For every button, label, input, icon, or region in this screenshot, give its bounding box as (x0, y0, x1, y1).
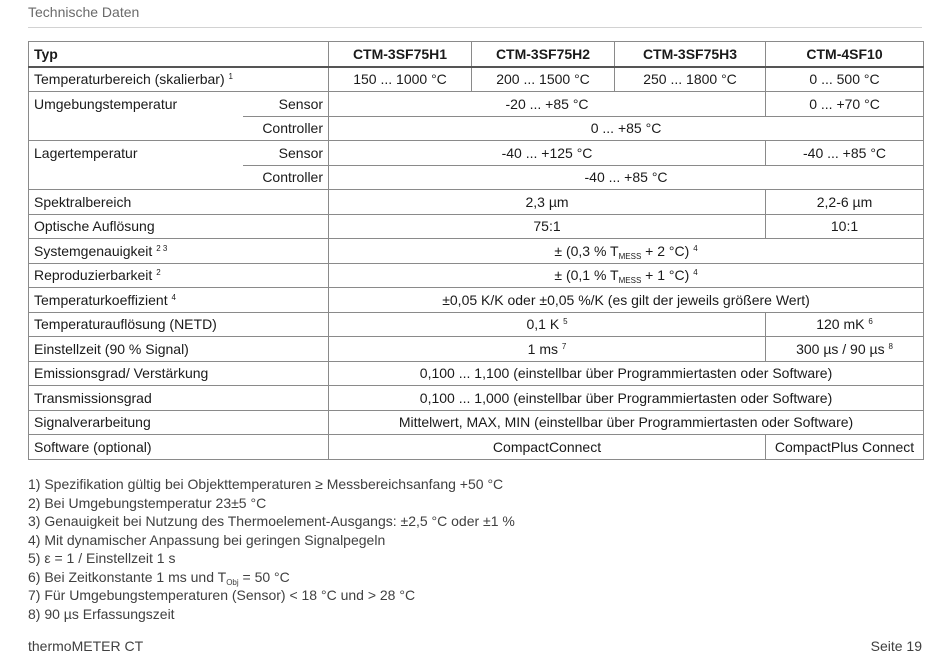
cell-temp-range-4sf10: 0 ... 500 °C (766, 67, 924, 92)
title-divider (28, 27, 922, 28)
table-row (29, 386, 924, 411)
row-label-netd: Temperaturauflösung (NETD) (29, 312, 329, 337)
row-label-tempco: Temperaturkoeffizient $^4$ (29, 288, 329, 313)
row-sublabel-storage-controller: Controller (243, 165, 329, 190)
cell-temp-range-h1: 150 ... 1000 °C (329, 67, 472, 92)
cell-netd-4sf10: 120 mK $^6$ (766, 312, 924, 337)
table-row (29, 67, 924, 92)
table-row (29, 337, 924, 362)
cell-ambient-sensor-4sf10: 0 ... +70 °C (766, 92, 924, 117)
footnotes (28, 475, 515, 623)
row-label-transmission: Transmissionsgrad (29, 386, 329, 411)
header-model-3: CTM-3SF75H3 (615, 42, 766, 67)
header-model-4: CTM-4SF10 (766, 42, 924, 67)
cell-spectral-h: 2,3 µm (329, 190, 766, 215)
footnote-5: 5) ε = 1 / Einstellzeit 1 s (28, 550, 176, 566)
cell-storage-sensor-h: -40 ... +125 °C (329, 141, 766, 166)
header-typ: Typ (29, 42, 329, 67)
cell-software-h: CompactConnect (329, 435, 766, 460)
table-row (29, 214, 924, 239)
table-row (29, 288, 924, 313)
header-model-2: CTM-3SF75H2 (472, 42, 615, 67)
table-row (29, 165, 924, 190)
row-label-accuracy: Systemgenauigkeit $^{2 3}$ (29, 239, 329, 264)
table-row (29, 92, 924, 117)
footnote-1: 1) Spezifikation gültig bei Objekttemperaturen ≥ Messbereichsanfang +50 °C (28, 476, 504, 492)
table-row (29, 141, 924, 166)
table-row (29, 116, 924, 141)
table-row (29, 263, 924, 288)
row-label-signal: Signalverarbeitung (29, 410, 329, 435)
row-label-spectral: Spektralbereich (29, 190, 329, 215)
table-row (29, 410, 924, 435)
cell-optical-4sf10: 10:1 (766, 214, 924, 239)
cell-repeatability: ± (0,1 % $T_{MESS} + 1$ °C) $^4$ (329, 263, 924, 288)
row-label-emissivity: Emissionsgrad/ Verstärkung (29, 361, 329, 386)
row-sublabel-ambient-controller: Controller (243, 116, 329, 141)
cell-emissivity: 0,100 ... 1,100 (einstellbar über Programmiertasten oder Software) (329, 361, 924, 386)
cell-storage-controller: -40 ... +85 °C (329, 165, 924, 190)
cell-software-4sf10: CompactPlus Connect (766, 435, 924, 460)
cell-response-h: 1 ms $^7$ (329, 337, 766, 362)
cell-accuracy: ± (0,3 % $T_{MESS} + 2$ °C) $^4$ (329, 239, 924, 264)
row-label-storage-cont (29, 165, 243, 190)
table-row (29, 435, 924, 460)
table-row (29, 190, 924, 215)
row-label-optical: Optische Auflösung (29, 214, 329, 239)
cell-netd-h: 0,1 K $^5$ (329, 312, 766, 337)
footnote-4: 4) Mit dynamischer Anpassung bei geringen Signalpegeln (28, 531, 386, 548)
cell-transmission: 0,100 ... 1,000 (einstellbar über Programmiertasten oder Software) (329, 386, 924, 411)
footnote-8: 8) 90 µs Erfassungszeit (28, 605, 175, 622)
row-label-ambient: Umgebungstemperatur (29, 92, 243, 117)
row-label-ambient-cont (29, 116, 243, 141)
footnote-6: 6) Bei Zeitkonstante 1 ms und $T_{Obj} = 50$ °C (28, 568, 290, 587)
table-header-row (29, 42, 924, 67)
row-label-repeatability: Reproduzierbarkeit $^2$ (29, 263, 329, 288)
cell-temp-range-h2: 200 ... 1500 °C (472, 67, 615, 92)
row-label-storage: Lagertemperatur (29, 141, 243, 166)
header-model-1: CTM-3SF75H1 (329, 42, 472, 67)
cell-tempco: ±0,05 K/K oder ±0,05 %/K (es gilt der jeweils größere Wert) (329, 288, 924, 313)
cell-temp-range-h3: 250 ... 1800 °C (615, 67, 766, 92)
cell-optical-h: 75:1 (329, 214, 766, 239)
footnote-3: 3) Genauigkeit bei Nutzung des Thermoelement-Ausgangs: ±2,5 °C oder ±1 % (28, 513, 515, 529)
section-title: Technische Daten (28, 4, 140, 20)
cell-spectral-4sf10: 2,2-6 µm (766, 190, 924, 215)
footnote-2: 2) Bei Umgebungstemperatur 23±5 °C (28, 494, 267, 511)
cell-response-4sf10: 300 µs / 90 µs $^8$ (766, 337, 924, 362)
row-label-response: Einstellzeit (90 % Signal) (29, 337, 329, 362)
table-row (29, 312, 924, 337)
spec-table (28, 41, 924, 460)
footer-page-number: Seite 19 (870, 638, 922, 654)
table-row (29, 239, 924, 264)
cell-signal: Mittelwert, MAX, MIN (einstellbar über Programmiertasten oder Software) (329, 410, 924, 435)
row-label-software: Software (optional) (29, 435, 329, 460)
cell-storage-sensor-4sf10: -40 ... +85 °C (766, 141, 924, 166)
footer-product-name: thermoMETER CT (28, 638, 144, 654)
row-sublabel-ambient-sensor: Sensor (243, 92, 329, 117)
cell-ambient-sensor-h: -20 ... +85 °C (329, 92, 766, 117)
cell-ambient-controller: 0 ... +85 °C (329, 116, 924, 141)
row-sublabel-storage-sensor: Sensor (243, 141, 329, 166)
table-row (29, 361, 924, 386)
row-label-temp-range: Temperaturbereich (skalierbar) $^1$ (29, 67, 329, 92)
footnote-7: 7) Für Umgebungstemperaturen (Sensor) < 18 °C und > 28 °C (28, 587, 416, 603)
